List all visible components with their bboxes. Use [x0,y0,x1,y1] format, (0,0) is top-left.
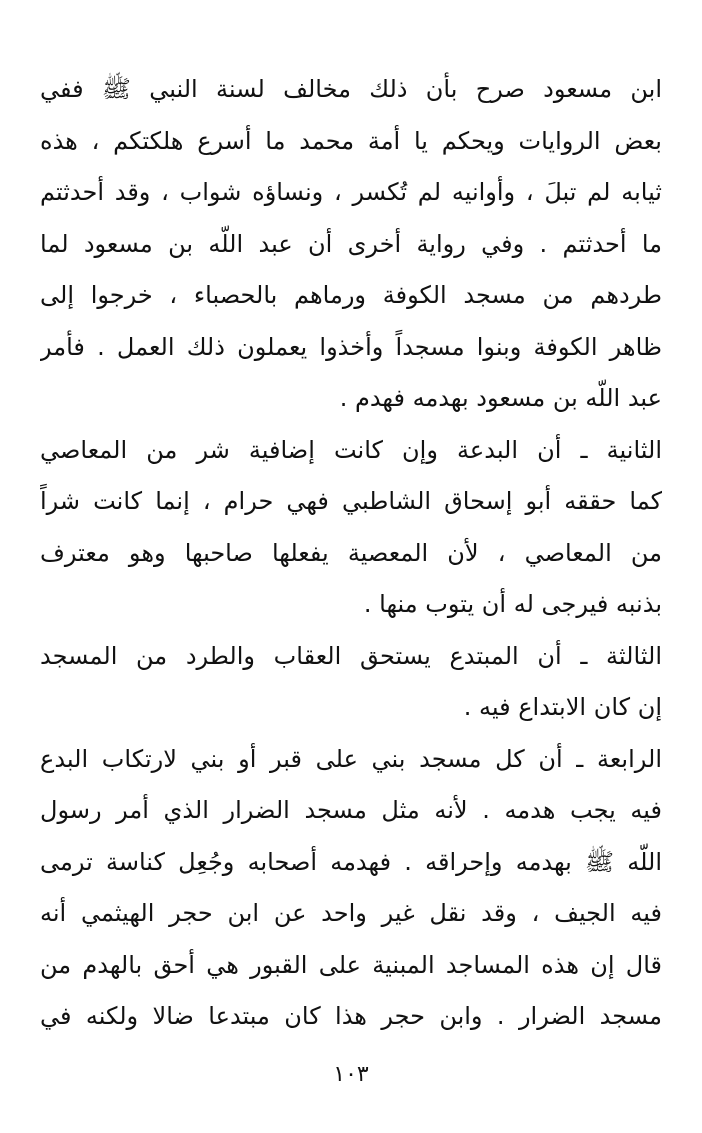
text-line: الثانية ـ أن البدعة وإن كانت إضافية شر من المعاصي [40,435,662,464]
text-line: كما حققه أبو إسحاق الشاطبي فهي حرام ، إنما كانت شراً [40,487,662,515]
text-line: قال إن هذه المساجد المبنية على القبور هي أحق بالهدم من [40,950,662,979]
text-line: ابن مسعود صرح بأن ذلك مخالف لسنة النبي ﷺ ففي [40,75,662,103]
text-line: ظاهر الكوفة وبنوا مسجداً وأخذوا يعملون ذلك العمل . فأمر [40,332,662,361]
text-line: فيه يجب هدمه . لأنه مثل مسجد الضرار الذي أمر رسول [40,796,662,824]
text-line: مسجد الضرار . وابن حجر هذا كان مبتدعا ضالا ولكنه في [40,1002,662,1030]
text-line: بعض الروايات ويحكم يا أمة محمد ما أسرع هلكتكم ، هذه [40,126,662,155]
text-line: الثالثة ـ أن المبتدع يستحق العقاب والطرد من المسجد [40,641,662,670]
text-line: بذنبه فيرجى له أن يتوب منها . [363,590,662,618]
body-text [40,64,662,1043]
text-line: إن كان الابتداع فيه . [463,693,662,721]
page-number: ١٠٣ [333,1062,369,1087]
text-line: فيه الجيف ، وقد نقل غير واحد عن ابن حجر الهيثمي أنه [40,899,662,927]
text-line: الرابعة ـ أن كل مسجد بني على قبر أو بني لارتكاب البدع [40,744,662,773]
text-line: ما أحدثتم . وفي رواية أخرى أن عبد اللّه بن مسعود لما [40,229,662,258]
text-line: اللّه ﷺ بهدمه وإحراقه . فهدمه أصحابه وجُعِل كناسة ترمى [40,847,662,876]
text-line: ثيابه لم تبلَ ، وأوانيه لم تُكسر ، ونساؤه شواب ، وقد أحدثتم [40,178,662,206]
text-line: عبد اللّه بن مسعود بهدمه فهدم . [339,384,662,412]
text-line: طردهم من مسجد الكوفة ورماهم بالحصباء ، خرجوا إلى [40,281,662,309]
text-line: من المعاصي ، لأن المعصية يفعلها صاحبها وهو معترف [40,538,662,567]
